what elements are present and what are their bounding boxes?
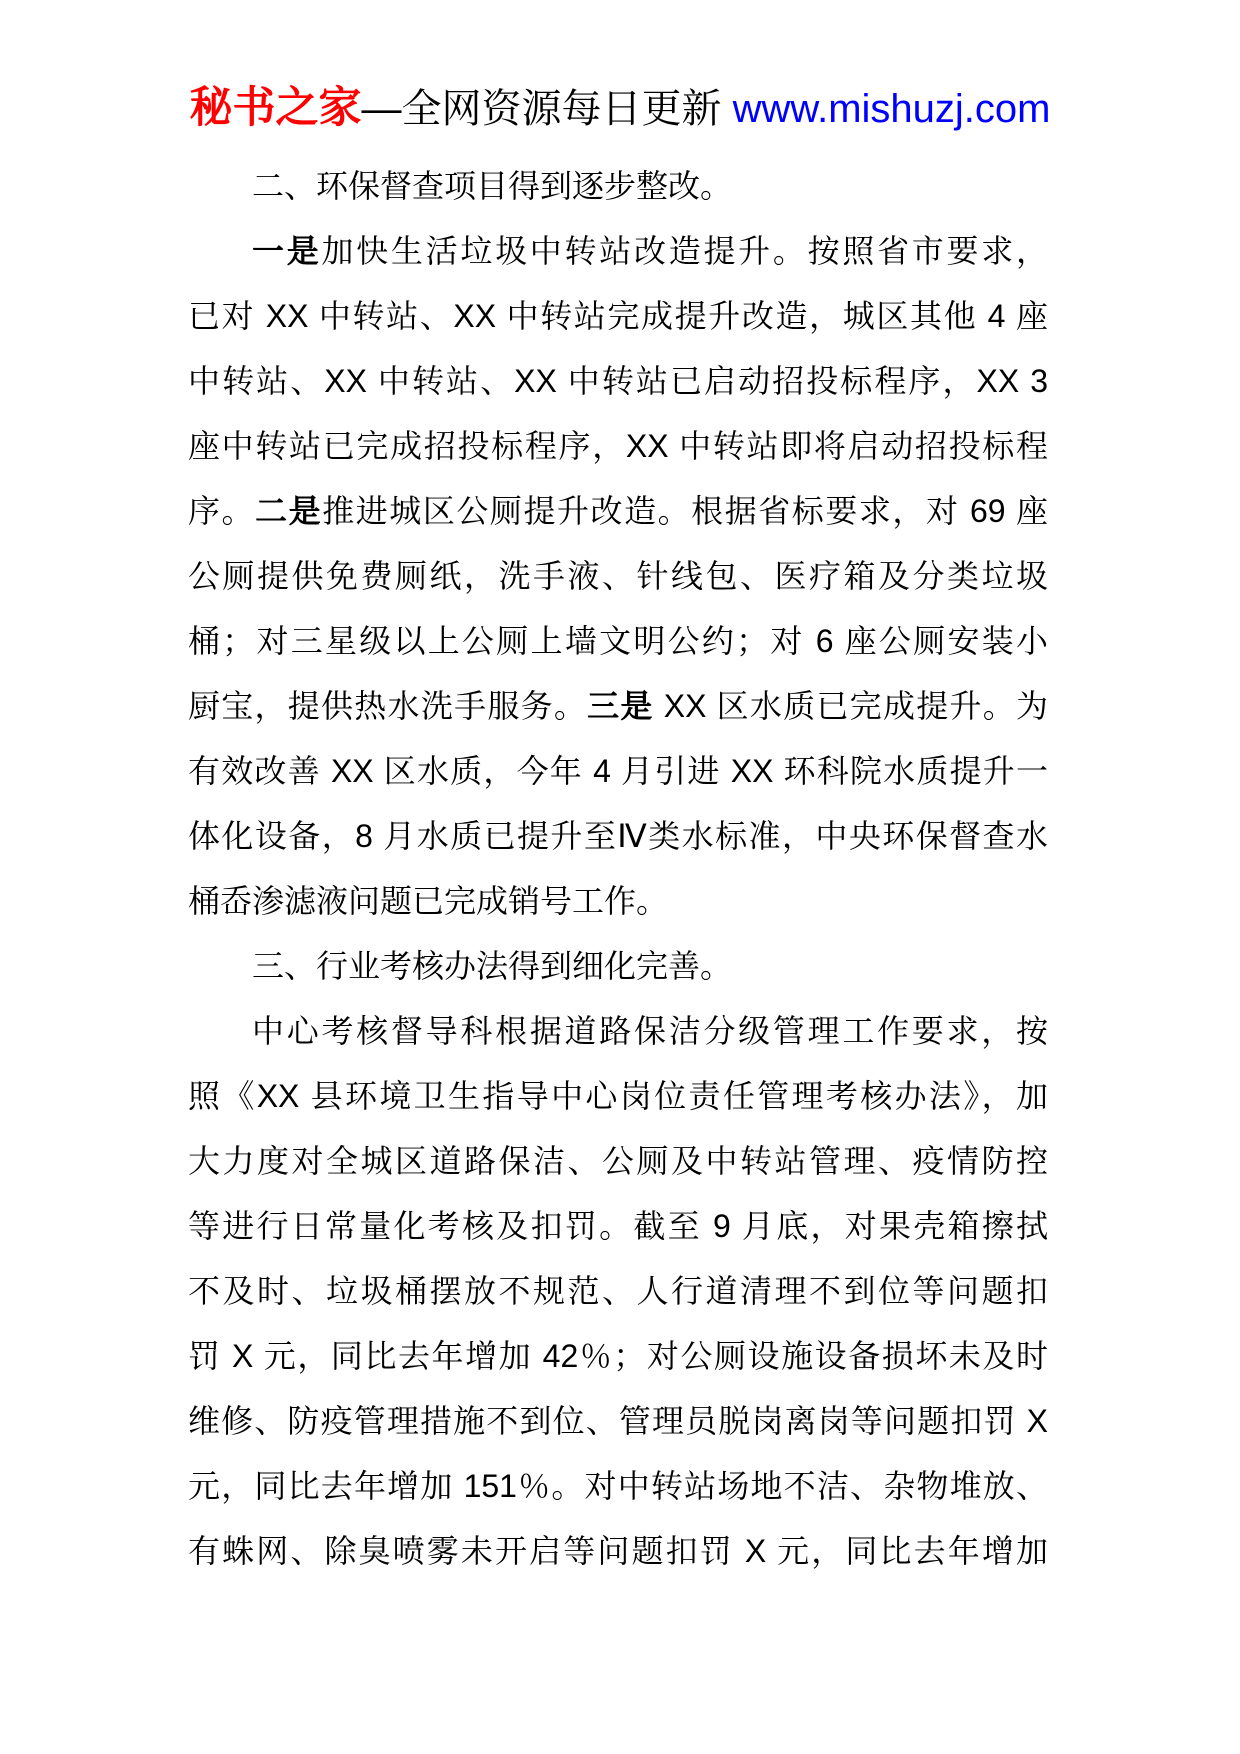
document-line xyxy=(188,1129,1048,1194)
text-run: 等进行日常量化考核及扣罚。截至 9 月底，对果壳箱擦拭 xyxy=(188,1208,1048,1244)
document-line xyxy=(188,739,1048,804)
document-line xyxy=(188,609,1048,674)
site-header xyxy=(0,80,1240,136)
text-run: 中心考核督导科根据道路保洁分级管理工作要求，按 xyxy=(252,1013,1048,1049)
text-run: 加快生活垃圾中转站改造提升。按照省市要求， xyxy=(321,233,1048,269)
text-run: 有效改善 XX 区水质，今年 4 月引进 XX 环科院水质提升一 xyxy=(188,753,1048,789)
header-tagline: 全网资源每日更新 xyxy=(401,87,722,131)
document-line xyxy=(188,284,1048,349)
text-run: 不及时、垃圾桶摆放不规范、人行道清理不到位等问题扣 xyxy=(188,1273,1048,1309)
text-run: 序。 xyxy=(188,493,256,529)
text-run: 公厕提供免费厕纸，洗手液、针线包、医疗箱及分类垃圾 xyxy=(188,558,1048,594)
document-line xyxy=(188,1389,1048,1454)
document-line xyxy=(188,349,1048,414)
bold-text-run: 三是 xyxy=(587,688,654,724)
document-body xyxy=(188,154,1048,1584)
document-line xyxy=(188,869,1048,934)
text-run: 二、环保督查项目得到逐步整改。 xyxy=(252,168,733,204)
text-run: 桶；对三星级以上公厕上墙文明公约；对 6 座公厕安装小 xyxy=(188,623,1048,659)
document-line xyxy=(188,544,1048,609)
text-run: 桶岙渗滤液问题已完成销号工作。 xyxy=(188,883,669,919)
text-run: 元，同比去年增加 151％。对中转站场地不洁、杂物堆放、 xyxy=(188,1468,1048,1504)
document-line xyxy=(188,999,1048,1064)
text-run: 已对 XX 中转站、XX 中转站完成提升改造，城区其他 4 座 xyxy=(188,298,1048,334)
bold-text-run: 二是 xyxy=(255,493,323,529)
document-line xyxy=(188,1194,1048,1259)
document-line xyxy=(188,1064,1048,1129)
text-run: 大力度对全城区道路保洁、公厕及中转站管理、疫情防控 xyxy=(188,1143,1048,1179)
document-line xyxy=(188,674,1048,739)
document-line xyxy=(188,1519,1048,1584)
document-line xyxy=(188,414,1048,479)
text-run: 有蛛网、除臭喷雾未开启等问题扣罚 X 元，同比去年增加 xyxy=(188,1533,1048,1569)
document-line xyxy=(188,1259,1048,1324)
text-run: 厨宝，提供热水洗手服务。 xyxy=(188,688,588,724)
site-logo-text: 秘书之家 xyxy=(189,84,362,132)
text-run: 照《XX 县环境卫生指导中心岗位责任管理考核办法》，加 xyxy=(188,1078,1048,1114)
document-line xyxy=(188,1324,1048,1389)
text-run: 体化设备，8 月水质已提升至Ⅳ类水标准，中央环保督查水 xyxy=(188,818,1048,854)
text-run: 三、行业考核办法得到细化完善。 xyxy=(252,948,733,984)
site-url-link[interactable]: www.mishuzj.com xyxy=(732,87,1051,131)
text-run: 座中转站已完成招投标程序，XX 中转站即将启动招投标程 xyxy=(188,428,1048,464)
document-line xyxy=(188,804,1048,869)
header-separator: — xyxy=(361,87,402,131)
document-line xyxy=(188,479,1048,544)
text-run: XX 区水质已完成提升。为 xyxy=(653,688,1048,724)
document-line xyxy=(188,934,1048,999)
bold-text-run: 一是 xyxy=(252,233,322,269)
text-run: 维修、防疫管理措施不到位、管理员脱岗离岗等问题扣罚 X xyxy=(188,1403,1048,1439)
document-line xyxy=(188,1454,1048,1519)
text-run: 中转站、XX 中转站、XX 中转站已启动招投标程序，XX 3 xyxy=(188,363,1048,399)
document-line xyxy=(188,219,1048,284)
text-run: 推进城区公厕提升改造。根据省标要求，对 69 座 xyxy=(322,493,1048,529)
document-line xyxy=(188,154,1048,219)
text-run: 罚 X 元，同比去年增加 42％；对公厕设施设备损坏未及时 xyxy=(188,1338,1048,1374)
